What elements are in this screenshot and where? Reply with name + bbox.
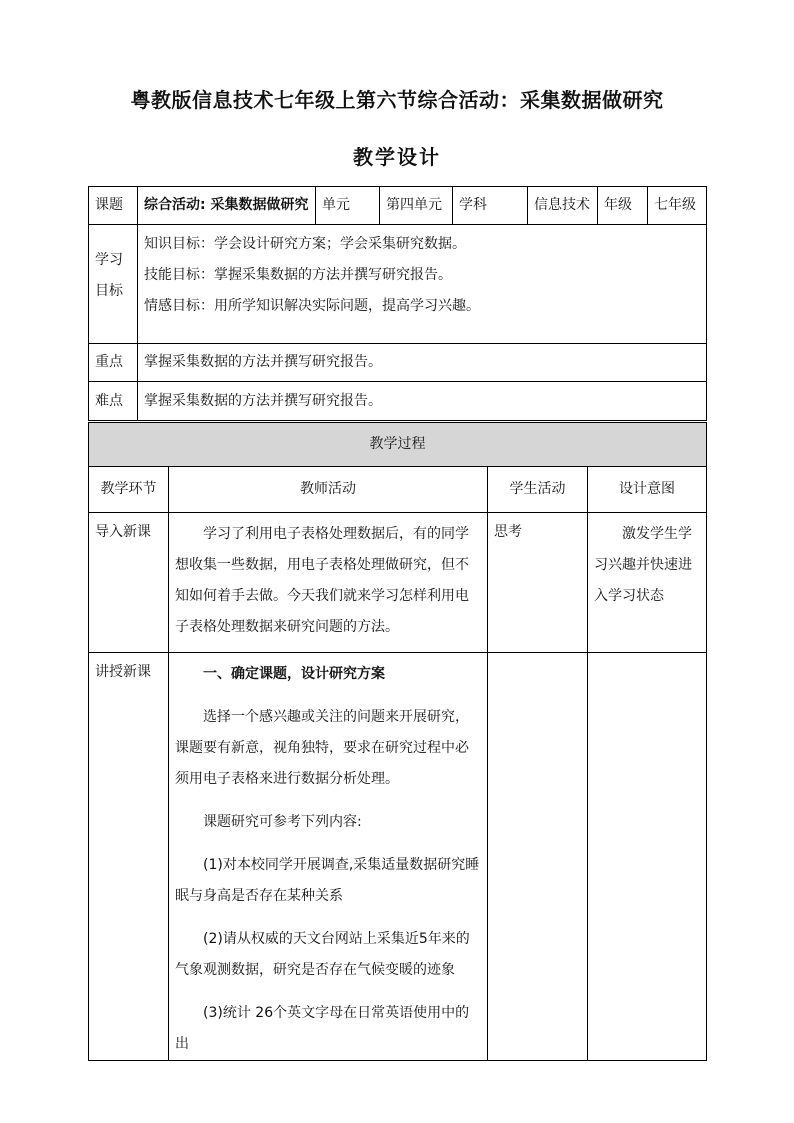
goals-row: [89, 225, 707, 344]
subject-value: 信息技术: [528, 187, 598, 225]
teacher-activity-new-lesson: [169, 653, 488, 1061]
difficulty-row: [89, 382, 707, 421]
column-header-stage: 教学环节: [89, 467, 169, 513]
column-header-intent: 设计意图: [588, 467, 707, 513]
design-intent-new-lesson: [588, 653, 707, 1061]
student-activity-new-lesson: [488, 653, 588, 1061]
teacher-paragraph: (2)请从权威的天文台网站上采集近5年来的气象观测数据，研究是否存在气候变暖的迹象: [175, 931, 470, 978]
teaching-process-table: [88, 422, 707, 1061]
teacher-paragraph: (1)对本校同学开展调查,采集适量数据研究睡眠与身高是否存在某种关系: [175, 857, 480, 904]
goal-knowledge: 知识目标：学会设计研究方案；学会采集研究数据。: [144, 236, 466, 252]
column-header-teacher: 教师活动: [169, 467, 488, 513]
difficulty-label: 难点: [89, 382, 138, 421]
process-header: 教学过程: [89, 423, 707, 467]
topic-value: 综合活动: 采集数据做研究: [138, 187, 316, 225]
lesson-info-table: [88, 186, 707, 421]
document-subtitle: 教学设计: [353, 145, 441, 169]
document-title: 粤教版信息技术七年级上第六节综合活动：采集数据做研究: [130, 88, 664, 112]
difficulty-value: 掌握采集数据的方法并撰写研究报告。: [138, 382, 707, 421]
section-heading-topic: 一、确定课题，设计研究方案: [203, 666, 385, 682]
key-point-row: [89, 344, 707, 382]
goal-emotion: 情感目标：用所学知识解决实际问题，提高学习兴趣。: [144, 298, 480, 314]
topic-row: [89, 187, 707, 225]
stage-new-lesson: 讲授新课: [89, 653, 169, 1061]
design-intent-intro: [588, 513, 707, 653]
unit-label: 单元: [316, 187, 380, 225]
topic-label: 课题: [89, 187, 138, 225]
grade-value: 七年级: [648, 187, 707, 225]
unit-value: 第四单元: [380, 187, 453, 225]
goals-label-line-2: 目标: [95, 283, 123, 299]
teacher-intro-text: 学习了利用电子表格处理数据后，有的同学想收集一些数据，用电子表格处理做研究，但不知如何着手去做。今天我们就来学习怎样利用电子表格处理数据来研究问题的方法。: [175, 526, 469, 635]
teacher-paragraph: 选择一个感兴趣或关注的问题来开展研究，课题要有新意，视角独特，要求在研究过程中必须用电子表格来进行数据分析处理。: [175, 709, 469, 787]
subject-label: 学科: [453, 187, 528, 225]
stage-intro: 导入新课: [89, 513, 169, 653]
goals-label-line-1: 学习: [95, 252, 123, 268]
process-column-header-row: [89, 467, 707, 513]
process-row-intro: [89, 513, 707, 653]
process-header-row: [89, 423, 707, 467]
key-point-value: 掌握采集数据的方法并撰写研究报告。: [138, 344, 707, 382]
goals-content: [138, 225, 707, 344]
column-header-student: 学生活动: [488, 467, 588, 513]
design-intent-intro-text: 激发学生学习兴趣并快速进入学习状态: [594, 526, 692, 604]
teacher-paragraph: 课题研究可参考下列内容:: [203, 814, 362, 830]
key-point-label: 重点: [89, 344, 138, 382]
process-row-new-lesson: [89, 653, 707, 1061]
goals-label: [89, 225, 138, 344]
goal-skill: 技能目标：掌握采集数据的方法并撰写研究报告。: [144, 267, 452, 283]
grade-label: 年级: [598, 187, 648, 225]
teacher-activity-intro: [169, 513, 488, 653]
student-activity-intro: 思考: [488, 513, 588, 653]
teacher-paragraph: (3)统计 26个英文字母在日常英语使用中的出: [175, 1005, 470, 1052]
